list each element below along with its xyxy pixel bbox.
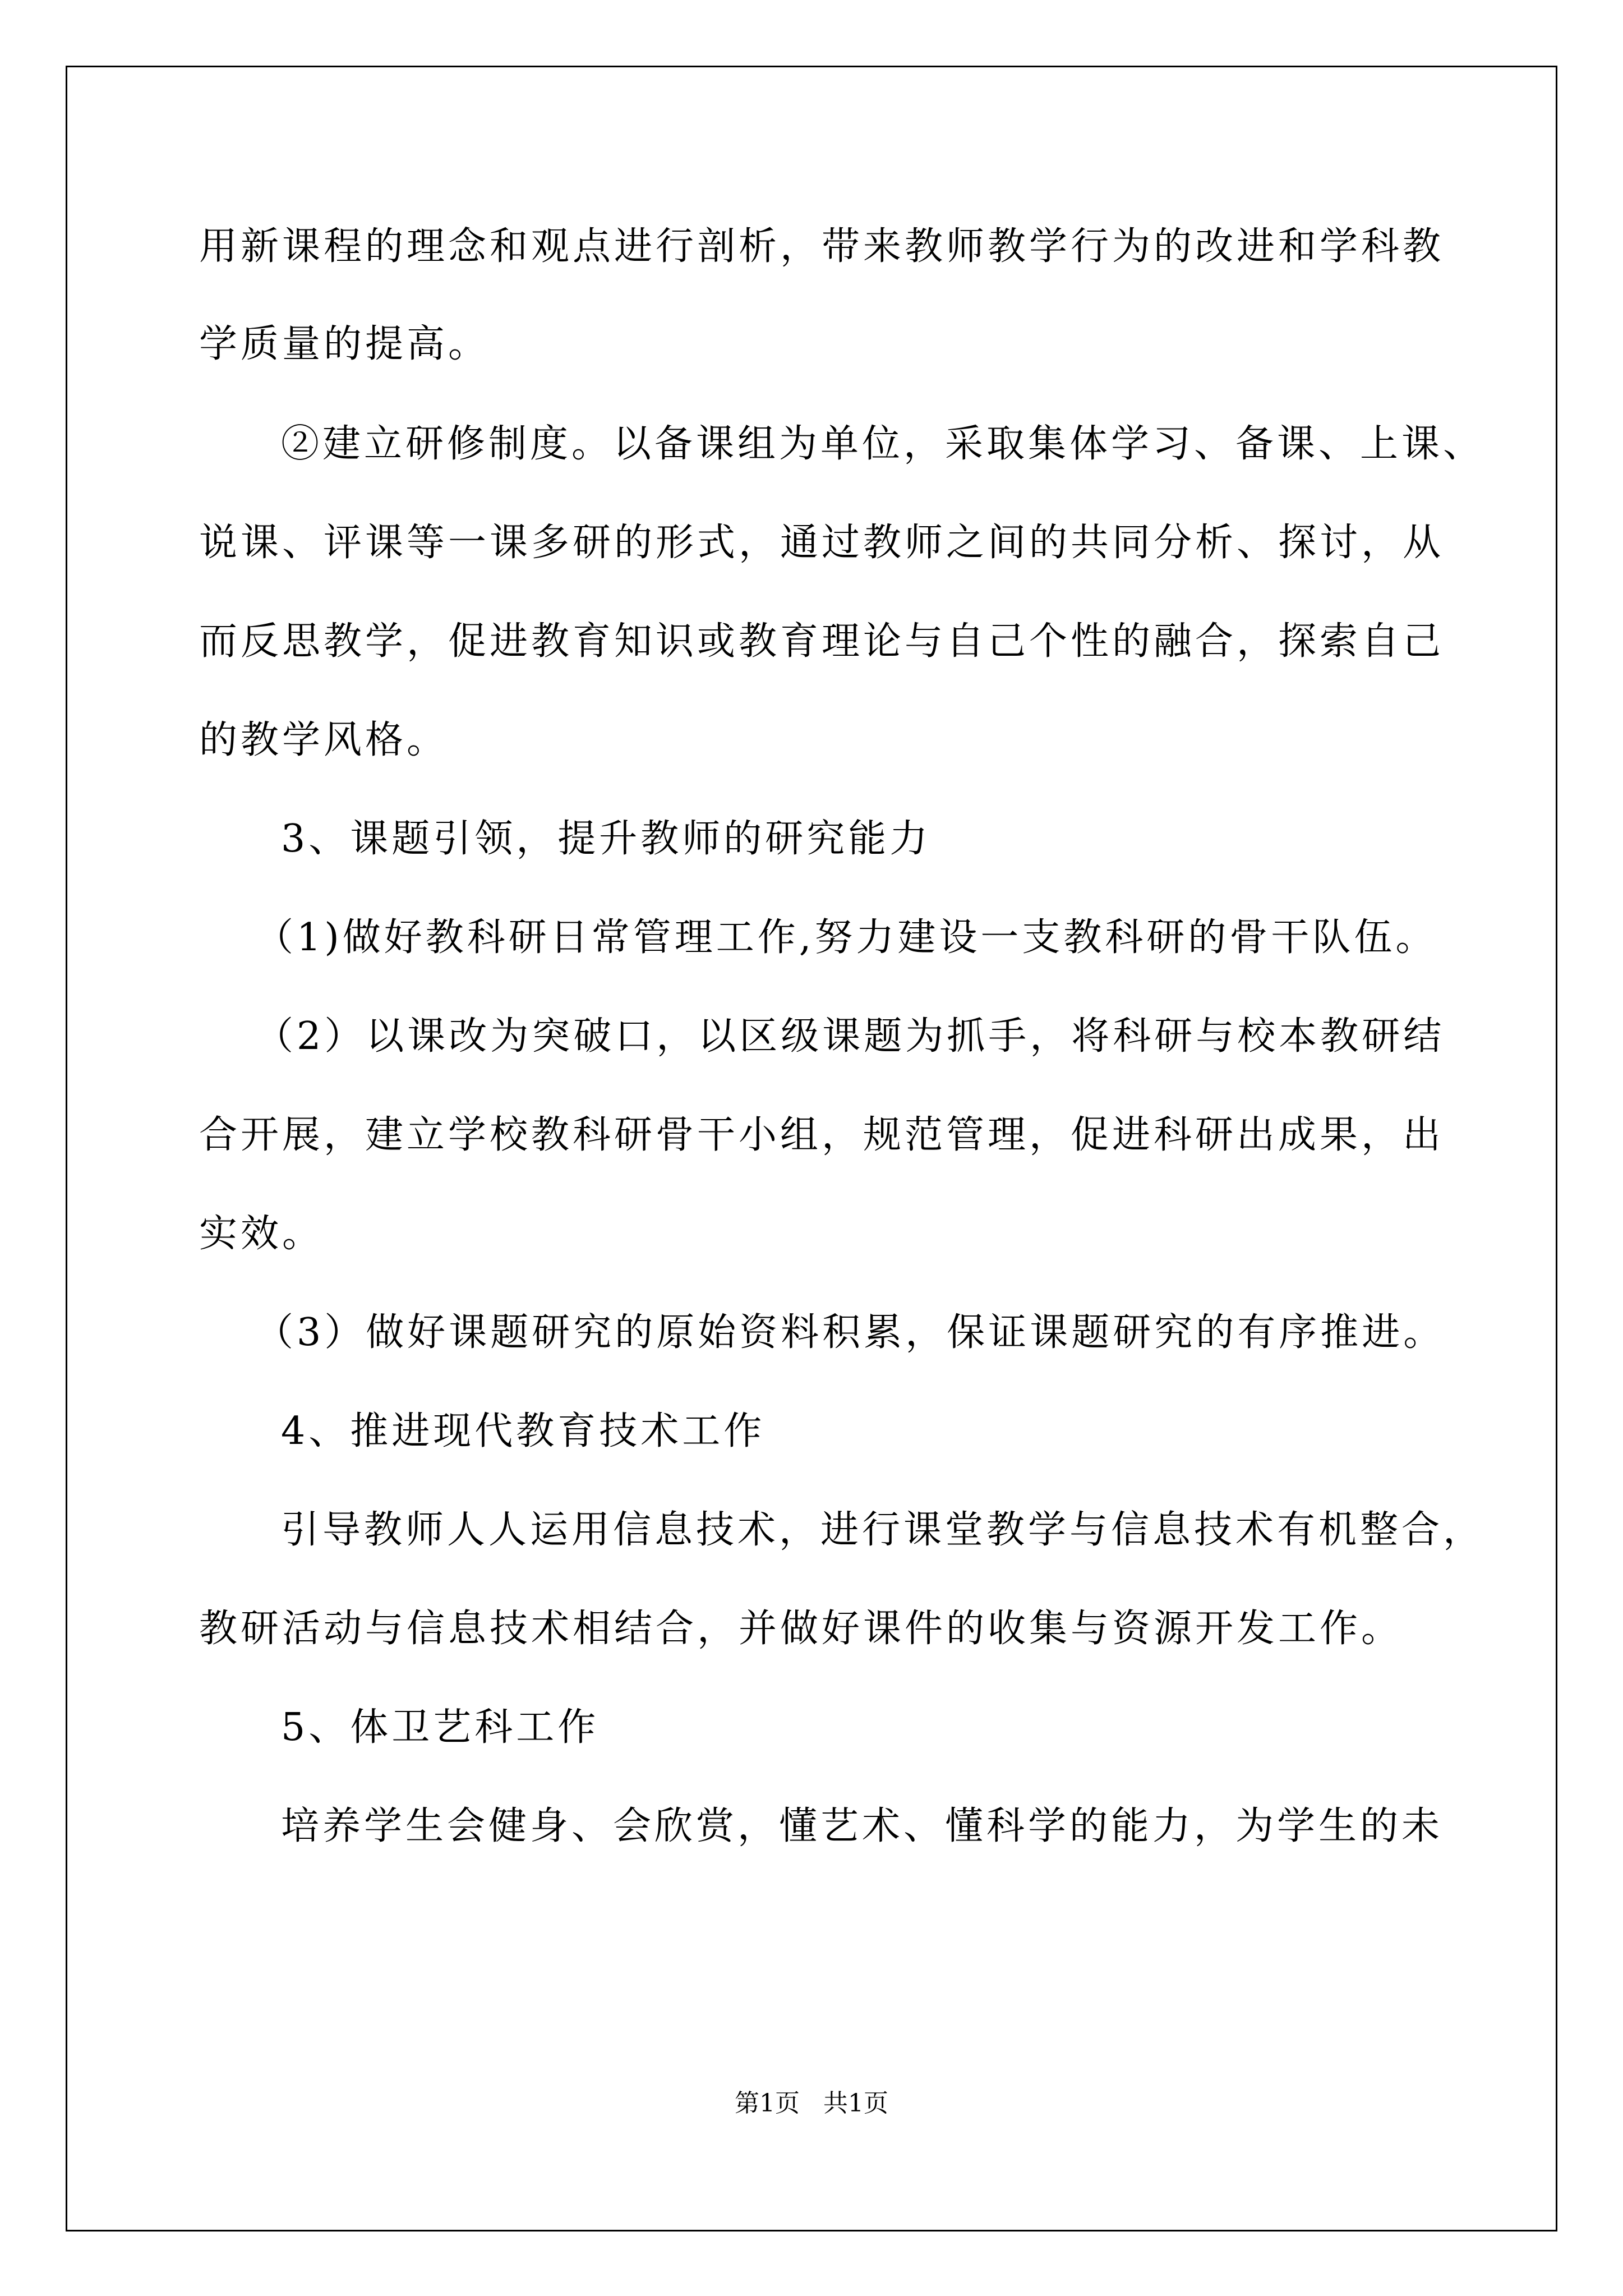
text-line: 用新课程的理念和观点进行剖析，带来教师教学行为的改进和学科教 <box>199 224 1445 269</box>
text-line: 学质量的提高。 <box>199 322 490 366</box>
page-footer <box>0 2087 1623 2120</box>
text-line: （3）做好课题研究的原始资料积累，保证课题研究的有序推进。 <box>255 1310 1445 1355</box>
page-number: 第1页 <box>735 2089 800 2118</box>
text-line: 合开展，建立学校教科研骨干小组，规范管理，促进科研出成果，出 <box>199 1113 1445 1157</box>
text-line: 的教学风格。 <box>199 718 449 762</box>
page-total: 共1页 <box>823 2089 888 2118</box>
text-line: ②建立研修制度。以备课组为单位，采取集体学习、备课、上课、 <box>281 422 1485 466</box>
text-line: 而反思教学，促进教育知识或教育理论与自己个性的融合，探索自己 <box>199 619 1445 664</box>
text-line: 教研活动与信息技术相结合，并做好课件的收集与资源开发工作。 <box>199 1607 1403 1651</box>
text-line: 5、体卫艺科工作 <box>281 1705 600 1750</box>
text-line: 4、推进现代教育技术工作 <box>281 1409 766 1453</box>
text-line: 实效。 <box>199 1212 324 1256</box>
text-line: 说课、评课等一课多研的形式，通过教师之间的共同分析、探讨，从 <box>199 521 1445 565</box>
text-line: 引导教师人人运用信息技术，进行课堂教学与信息技术有机整合， <box>281 1508 1485 1552</box>
text-line: （2）以课改为突破口，以区级课题为抓手，将科研与校本教研结 <box>255 1014 1445 1059</box>
text-line: （1)做好教科研日常管理工作,努力建设一支教科研的骨干队伍。 <box>255 915 1437 960</box>
text-line: 3、课题引领，提升教师的研究能力 <box>281 817 932 861</box>
text-line: 培养学生会健身、会欣赏，懂艺术、懂科学的能力，为学生的未 <box>281 1804 1444 1848</box>
